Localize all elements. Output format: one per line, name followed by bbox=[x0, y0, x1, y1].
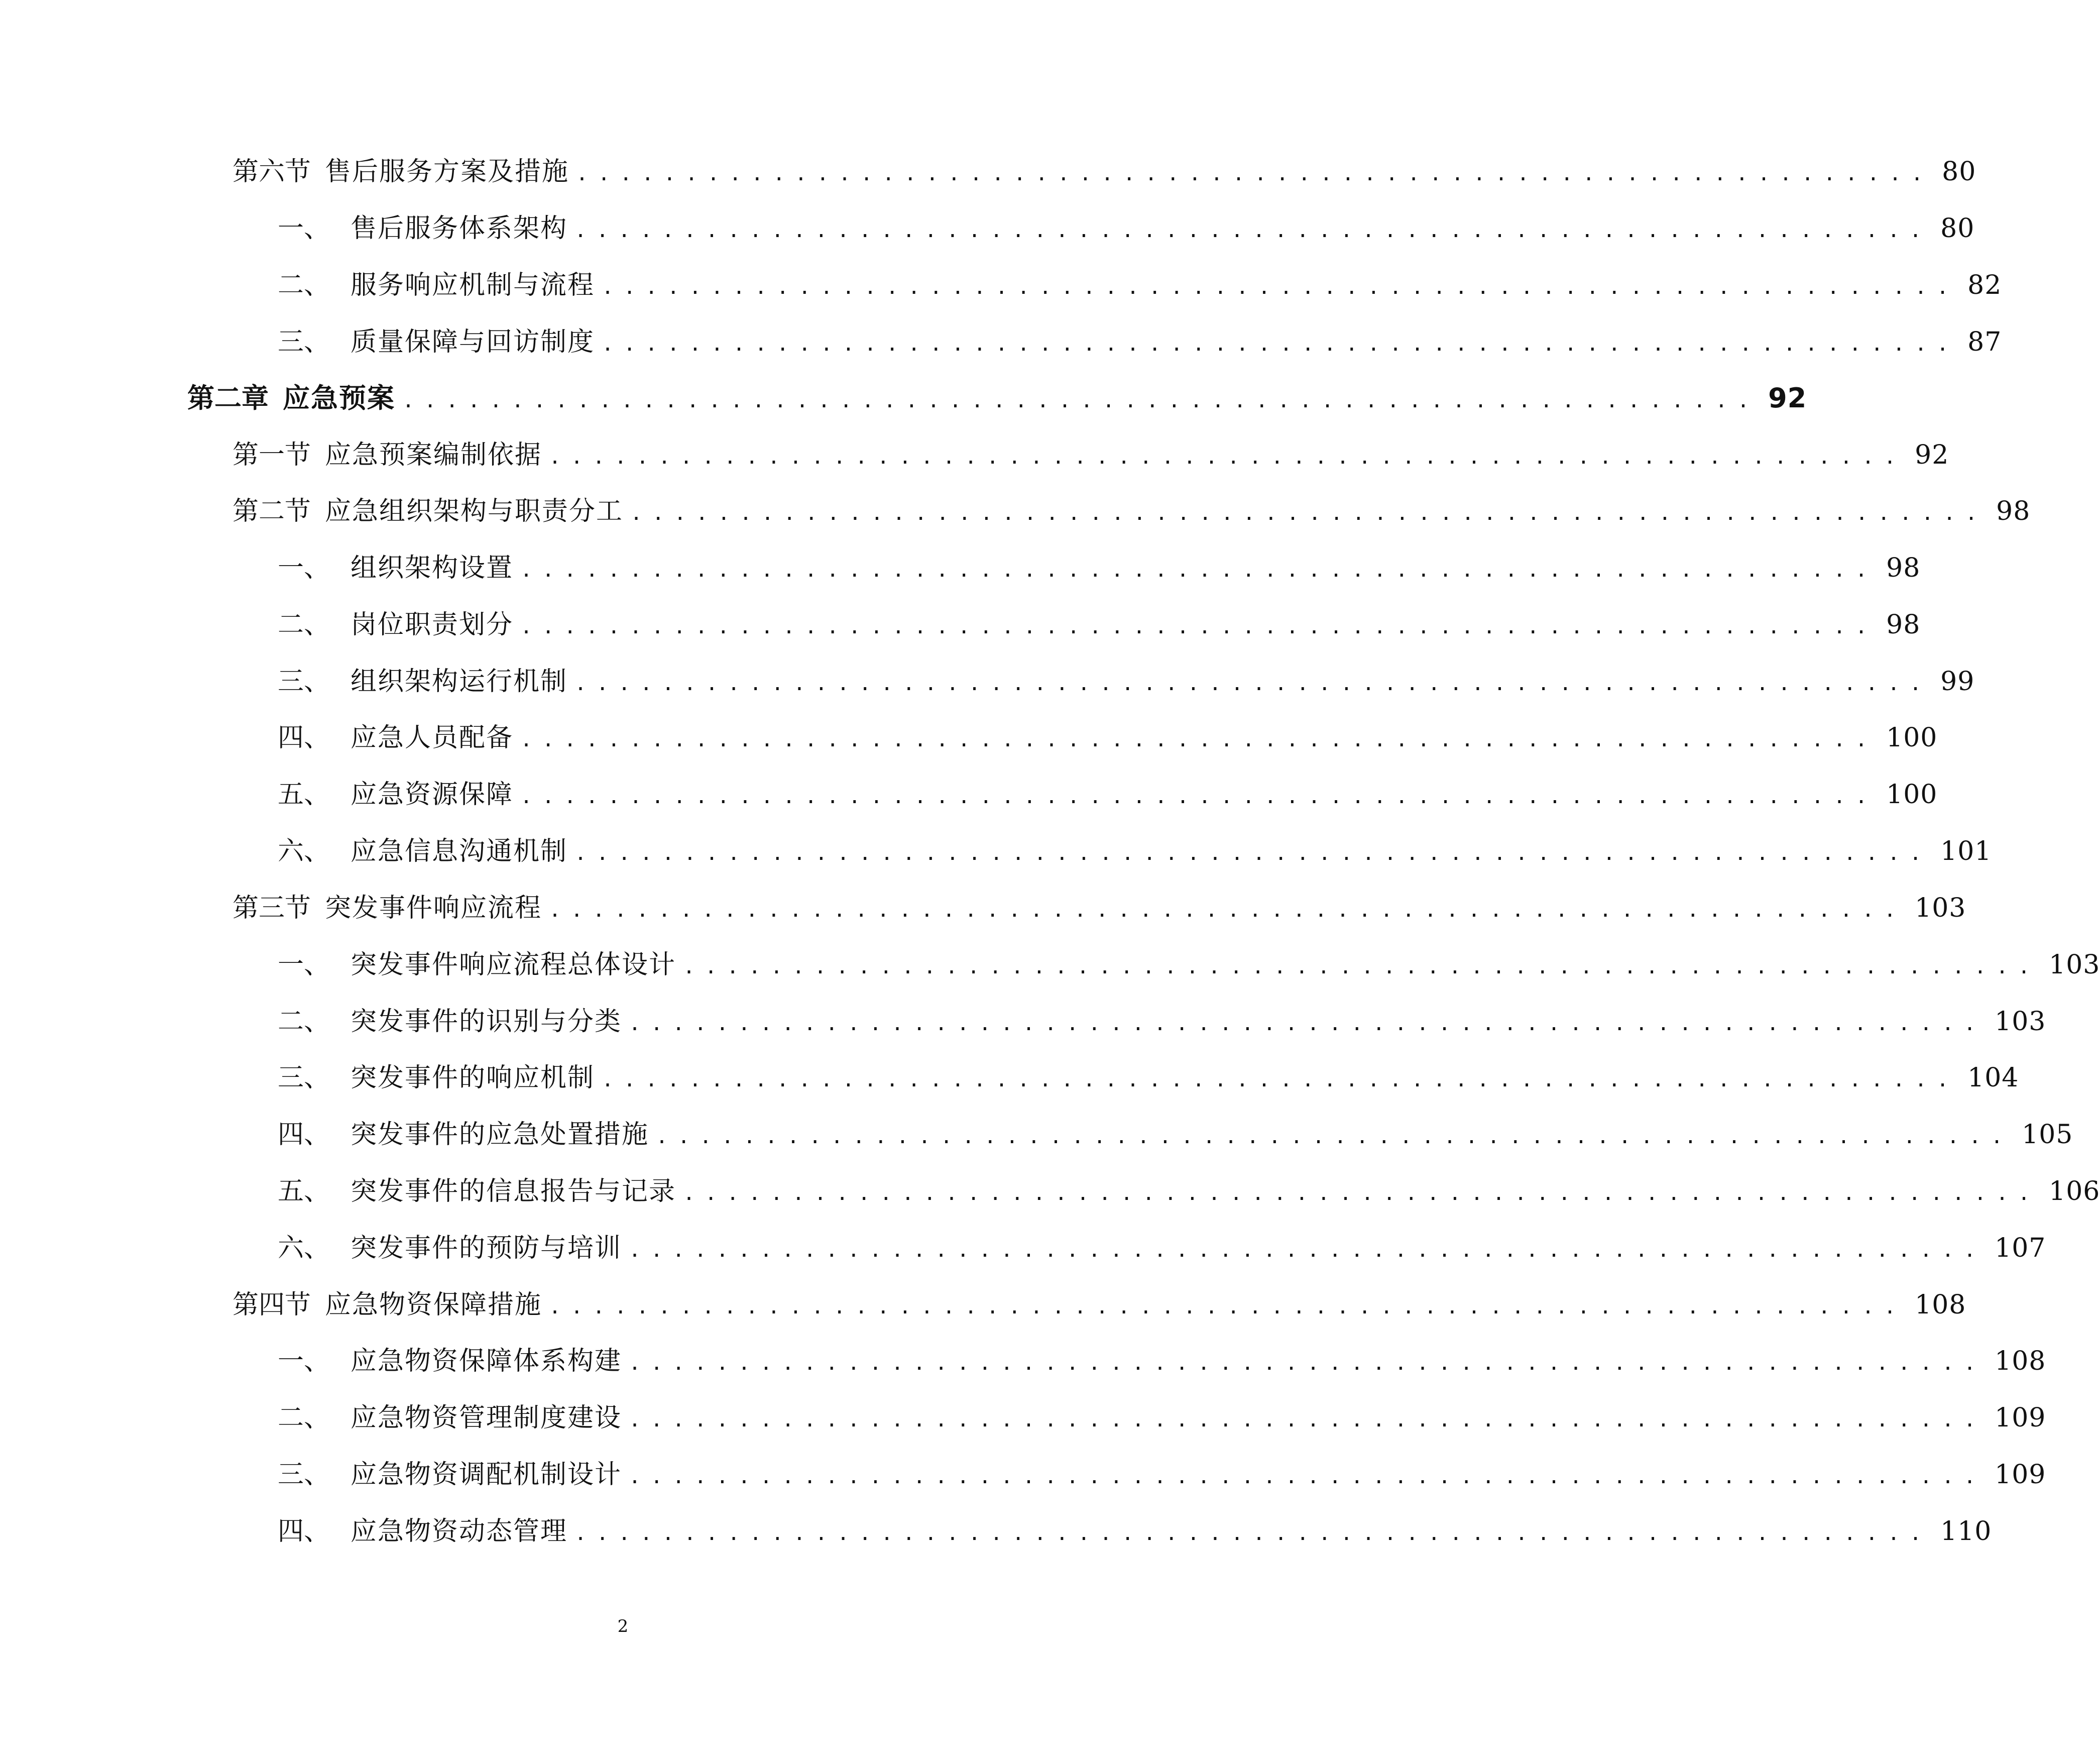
toc-entry-page: 92 bbox=[1768, 382, 1807, 414]
toc-entry-item[interactable] bbox=[278, 1226, 2046, 1271]
toc-entry-section[interactable] bbox=[232, 1282, 1966, 1328]
toc-entry-item[interactable] bbox=[278, 659, 1975, 704]
toc-entry-number: 一、 bbox=[278, 1346, 330, 1376]
toc-entry-title: 突发事件的响应机制 bbox=[351, 1063, 595, 1093]
toc-entry-page: 105 bbox=[2022, 1120, 2073, 1150]
toc-entry-title: 组织架构设置 bbox=[351, 553, 514, 583]
dot-leader: .............................................................. bbox=[629, 1012, 1986, 1035]
toc-entry-item[interactable] bbox=[278, 1339, 2046, 1384]
toc-entry-section[interactable] bbox=[232, 886, 1966, 931]
toc-entry-number: 二、 bbox=[278, 610, 330, 640]
toc-entry-item[interactable] bbox=[278, 829, 1992, 874]
toc-entry-number: 三、 bbox=[278, 1460, 330, 1490]
toc-entry-title: 应急预案编制依据 bbox=[325, 440, 542, 470]
toc-entry-section[interactable] bbox=[232, 489, 2031, 534]
toc-entry-page: 109 bbox=[1995, 1403, 2046, 1433]
toc-entry-number: 四、 bbox=[278, 1516, 330, 1547]
toc-entry-item[interactable] bbox=[278, 1509, 1992, 1554]
toc-entry-number: 第二节 bbox=[232, 496, 311, 526]
toc-entry-number: 二、 bbox=[278, 1403, 330, 1433]
dot-leader: .............................................................. bbox=[402, 389, 1760, 412]
toc-entry-page: 107 bbox=[1995, 1233, 2046, 1263]
toc-entry-number: 一、 bbox=[278, 950, 330, 980]
toc-entry-page: 108 bbox=[1915, 1290, 1966, 1320]
toc-entry-item[interactable] bbox=[278, 602, 1921, 647]
toc-entry-page: 103 bbox=[1915, 893, 1966, 923]
toc-entry-item[interactable] bbox=[278, 1055, 2019, 1100]
dot-leader: .............................................................. bbox=[520, 615, 1878, 638]
toc-entry-section[interactable] bbox=[232, 432, 1949, 478]
dot-leader: .............................................................. bbox=[520, 559, 1878, 582]
toc-entry-title: 突发事件响应流程 bbox=[325, 893, 542, 923]
toc-entry-page: 104 bbox=[1967, 1063, 2019, 1093]
toc-entry-title: 突发事件的信息报告与记录 bbox=[351, 1176, 676, 1206]
dot-leader: .............................................................. bbox=[574, 842, 1932, 865]
toc-entry-item[interactable] bbox=[278, 715, 1938, 760]
toc-entry-title: 突发事件响应流程总体设计 bbox=[351, 950, 676, 980]
toc-entry-title: 应急物资保障体系构建 bbox=[351, 1346, 622, 1376]
toc-entry-page: 98 bbox=[1886, 610, 1921, 640]
toc-entry-item[interactable] bbox=[278, 942, 2100, 987]
toc-entry-page: 99 bbox=[1940, 667, 1975, 697]
toc-entry-number: 四、 bbox=[278, 723, 330, 753]
toc-entry-page: 82 bbox=[1967, 270, 2002, 300]
toc-entry-page: 80 bbox=[1940, 213, 1975, 244]
toc-entry-number: 三、 bbox=[278, 327, 330, 357]
toc-entry-page: 80 bbox=[1942, 157, 1976, 187]
toc-entry-number: 六、 bbox=[278, 1233, 330, 1263]
toc-entry-page: 101 bbox=[1940, 836, 1992, 866]
dot-leader: .............................................................. bbox=[549, 899, 1906, 922]
toc-entry-number: 三、 bbox=[278, 1063, 330, 1093]
page-number: 2 bbox=[617, 1616, 629, 1636]
toc-entry-number: 第一节 bbox=[232, 440, 311, 470]
toc-entry-number: 一、 bbox=[278, 553, 330, 583]
dot-leader: .............................................................. bbox=[630, 502, 1988, 525]
dot-leader: .............................................................. bbox=[683, 955, 2040, 978]
toc-entry-number: 第六节 bbox=[232, 157, 311, 187]
toc-entry-title: 应急资源保障 bbox=[351, 780, 514, 810]
toc-entry-title: 应急信息沟通机制 bbox=[351, 836, 568, 866]
dot-leader: .............................................................. bbox=[629, 1239, 1986, 1262]
toc-entry-page: 103 bbox=[1995, 1007, 2046, 1037]
toc-entry-number: 三、 bbox=[278, 667, 330, 697]
dot-leader: .............................................................. bbox=[629, 1352, 1986, 1375]
dot-leader: .............................................................. bbox=[574, 672, 1932, 695]
toc-entry-title: 组织架构运行机制 bbox=[351, 667, 568, 697]
toc-entry-page: 109 bbox=[1995, 1460, 2046, 1490]
toc-entry-title: 应急物资管理制度建设 bbox=[351, 1403, 622, 1433]
toc-entry-title: 应急物资保障措施 bbox=[325, 1290, 542, 1320]
dot-leader: .............................................................. bbox=[549, 1295, 1906, 1318]
toc-entry-page: 106 bbox=[2049, 1176, 2100, 1206]
toc-entry-page: 103 bbox=[2049, 950, 2100, 980]
dot-leader: .............................................................. bbox=[602, 276, 1959, 299]
dot-leader: .............................................................. bbox=[576, 162, 1933, 185]
toc-entry-title: 应急组织架构与职责分工 bbox=[325, 496, 624, 526]
toc-entry-page: 100 bbox=[1886, 780, 1938, 810]
dot-leader: .............................................................. bbox=[574, 219, 1932, 242]
toc-entry-number: 第三节 bbox=[232, 893, 311, 923]
toc-entry-item[interactable] bbox=[278, 206, 1975, 251]
toc-entry-title: 质量保障与回访制度 bbox=[351, 327, 595, 357]
toc-entry-item[interactable] bbox=[278, 1112, 2073, 1157]
toc-entry-number: 二、 bbox=[278, 270, 330, 300]
toc-entry-item[interactable] bbox=[278, 999, 2046, 1044]
toc-entry-item[interactable] bbox=[278, 263, 2002, 308]
dot-leader: .............................................................. bbox=[602, 333, 1959, 356]
toc-entry-page: 92 bbox=[1915, 440, 1949, 470]
dot-leader: .............................................................. bbox=[656, 1125, 2013, 1148]
dot-leader: .............................................................. bbox=[683, 1182, 2040, 1205]
toc-entry-number: 第二章 bbox=[187, 382, 269, 414]
dot-leader: .............................................................. bbox=[574, 1522, 1932, 1545]
dot-leader: .............................................................. bbox=[520, 728, 1878, 751]
dot-leader: .............................................................. bbox=[629, 1408, 1986, 1431]
toc-entry-number: 第四节 bbox=[232, 1290, 311, 1320]
toc-entry-title: 服务响应机制与流程 bbox=[351, 270, 595, 300]
toc-entry-title: 应急物资调配机制设计 bbox=[351, 1460, 622, 1490]
toc-entry-number: 五、 bbox=[278, 1176, 330, 1206]
toc-entry-chapter[interactable] bbox=[187, 376, 1807, 421]
toc-entry-number: 六、 bbox=[278, 836, 330, 866]
toc-entry-item[interactable] bbox=[278, 319, 2002, 365]
toc-entry-title: 岗位职责划分 bbox=[351, 610, 514, 640]
dot-leader: .............................................................. bbox=[549, 446, 1906, 469]
toc-entry-title: 突发事件的预防与培训 bbox=[351, 1233, 622, 1263]
toc-entry-item[interactable] bbox=[278, 1169, 2100, 1214]
toc-entry-item[interactable] bbox=[278, 1395, 2046, 1441]
toc-entry-number: 二、 bbox=[278, 1007, 330, 1037]
toc-entry-item[interactable] bbox=[278, 1452, 2046, 1497]
toc-entry-page: 110 bbox=[1940, 1516, 1992, 1547]
toc-entry-number: 一、 bbox=[278, 213, 330, 244]
toc-entry-title: 售后服务方案及措施 bbox=[325, 157, 569, 187]
toc-entry-section[interactable] bbox=[232, 149, 1976, 194]
toc-entry-title: 突发事件的识别与分类 bbox=[351, 1007, 622, 1037]
toc-entry-title: 应急预案 bbox=[283, 382, 395, 414]
toc-entry-title: 突发事件的应急处置措施 bbox=[351, 1120, 649, 1150]
dot-leader: .............................................................. bbox=[629, 1465, 1986, 1488]
toc-entry-title: 应急物资动态管理 bbox=[351, 1516, 568, 1547]
toc-entry-title: 售后服务体系架构 bbox=[351, 213, 568, 244]
toc-entry-page: 98 bbox=[1996, 496, 2031, 526]
toc-entry-item[interactable] bbox=[278, 772, 1938, 817]
toc-entry-number: 四、 bbox=[278, 1120, 330, 1150]
toc-entry-page: 98 bbox=[1886, 553, 1921, 583]
toc-entry-item[interactable] bbox=[278, 545, 1921, 591]
toc-entry-page: 87 bbox=[1967, 327, 2002, 357]
dot-leader: .............................................................. bbox=[520, 785, 1878, 808]
toc-entry-page: 100 bbox=[1886, 723, 1938, 753]
toc-entry-title: 应急人员配备 bbox=[351, 723, 514, 753]
toc-entry-page: 108 bbox=[1995, 1346, 2046, 1376]
dot-leader: .............................................................. bbox=[602, 1068, 1959, 1091]
toc-entry-number: 五、 bbox=[278, 780, 330, 810]
